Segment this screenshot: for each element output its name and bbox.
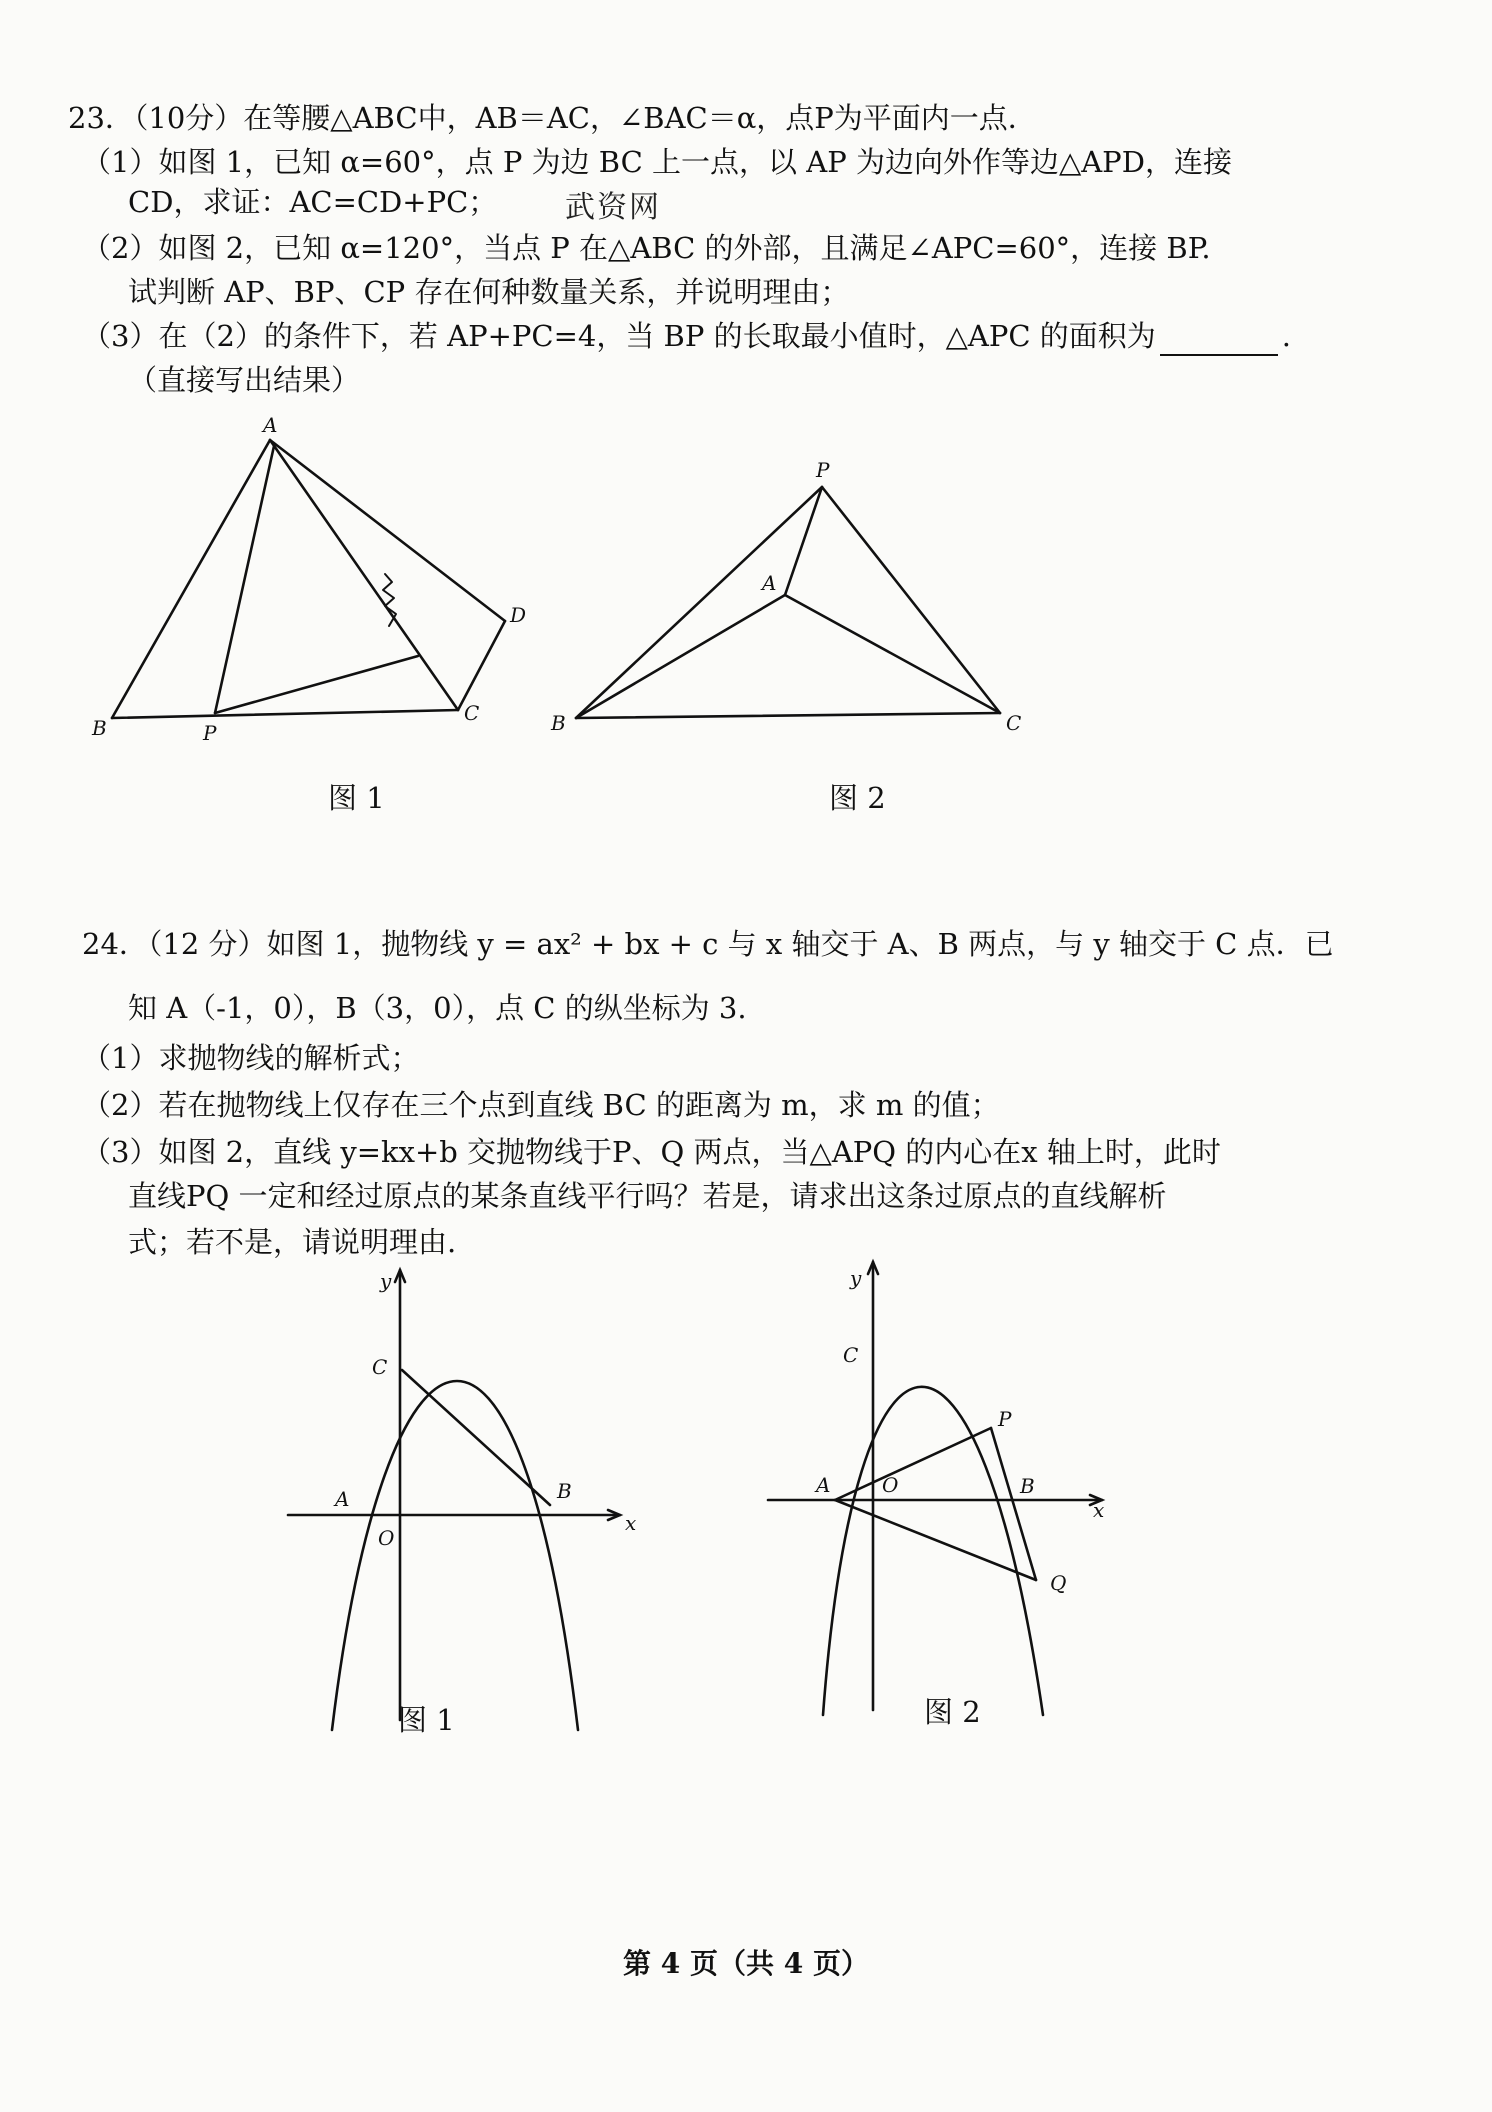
- q23-part3-text: （3）在（2）的条件下，若 AP+PC=4，当 BP 的长取最小值时，△APC 的面积为: [82, 319, 1156, 353]
- segment-cb: [402, 1370, 550, 1505]
- q23-part2-line2: 试判断 AP、BP、CP 存在何种数量关系，并说明理由；: [128, 275, 850, 309]
- label-o: O: [378, 1526, 395, 1550]
- q24-figure-2-caption: 图 2: [924, 1695, 981, 1729]
- label-p: P: [203, 721, 217, 745]
- label-q: Q: [1050, 1571, 1067, 1595]
- label-x: x: [1093, 1498, 1105, 1522]
- segment-ab: [576, 595, 785, 718]
- label-a: A: [816, 1473, 831, 1497]
- label-p: P: [998, 1407, 1012, 1431]
- segment-bc: [112, 710, 458, 718]
- segment-ac: [785, 595, 1000, 713]
- label-a: A: [762, 571, 777, 595]
- label-x: x: [625, 1511, 637, 1535]
- q23-part3-period: .: [1281, 319, 1291, 353]
- label-c: C: [843, 1343, 859, 1367]
- segment-bc: [576, 713, 1000, 718]
- q24-figure-1-caption: 图 1: [398, 1703, 455, 1737]
- label-c: C: [1006, 711, 1022, 735]
- segment-ab: [112, 440, 270, 718]
- label-y: y: [380, 1269, 392, 1293]
- q24-part1: （1）求抛物线的解析式；: [82, 1041, 420, 1075]
- label-o: O: [882, 1473, 899, 1497]
- label-a: A: [263, 413, 278, 437]
- q23-part2-line1: （2）如图 2，已知 α=120°，当点 P 在△ABC 的外部，且满足∠APC=60°，连接 BP.: [82, 231, 1211, 265]
- q23-part1-line1: （1）如图 1，已知 α=60°，点 P 为边 BC 上一点，以 AP 为边向外作等边△APD，连接: [82, 145, 1232, 179]
- segment-cd: [458, 621, 505, 710]
- label-c: C: [372, 1355, 388, 1379]
- q24-part3-line3: 式；若不是，请说明理由.: [128, 1225, 457, 1259]
- segment-pb: [576, 487, 822, 718]
- segment-ad: [270, 440, 505, 621]
- q24-part2: （2）若在抛物线上仅存在三个点到直线 BC 的距离为 m，求 m 的值；: [82, 1088, 1000, 1122]
- label-p: P: [816, 458, 830, 482]
- segment-pq: [991, 1428, 1036, 1580]
- y-axis-arrow: [395, 1270, 405, 1282]
- label-c: C: [464, 701, 480, 725]
- x-axis-arrow: [1090, 1495, 1102, 1505]
- q24-part3-line1: （3）如图 2，直线 y=kx+b 交抛物线于P、Q 两点，当△APQ 的内心在x 轴上时，此时: [82, 1135, 1221, 1169]
- label-b: B: [557, 1479, 572, 1503]
- label-b: B: [92, 716, 107, 740]
- q23-part3-line2: （直接写出结果）: [128, 363, 361, 397]
- segment-ac: [270, 440, 458, 710]
- label-y: y: [850, 1266, 862, 1290]
- segment-ap: [215, 446, 274, 713]
- parabola: [332, 1381, 578, 1730]
- page-footer: 第 4 页（共 4 页）: [623, 1947, 869, 1980]
- x-axis-arrow: [608, 1510, 620, 1520]
- q23-figure-2-caption: 图 2: [829, 781, 886, 815]
- q24-stem-line2: 知 A（-1，0），B（3，0），点 C 的纵坐标为 3.: [128, 991, 747, 1025]
- q23-stem: 23．（10分）在等腰△ABC中，AB＝AC，∠BAC＝α，点P为平面内一点．: [68, 101, 1037, 135]
- segment-pd: [215, 656, 418, 713]
- answer-blank: [1160, 326, 1278, 356]
- y-axis-arrow: [868, 1262, 878, 1274]
- parabola: [823, 1387, 1043, 1715]
- q23-figure-1-caption: 图 1: [328, 781, 385, 815]
- q23-part3-line1: [82, 316, 1291, 356]
- segment-aq: [835, 1500, 1036, 1580]
- label-b: B: [551, 711, 566, 735]
- q24-stem-line1: 24．（12 分）如图 1，抛物线 y = ax² + bx + c 与 x 轴交于 A、B 两点，与 y 轴交于 C 点．已: [82, 927, 1334, 961]
- q24-part3-line2: 直线PQ 一定和经过原点的某条直线平行吗？若是，请求出这条过原点的直线解析: [128, 1179, 1167, 1213]
- label-b: B: [1020, 1474, 1035, 1498]
- label-d: D: [510, 603, 527, 627]
- segment-pa: [785, 487, 822, 595]
- segment-ap: [835, 1428, 991, 1500]
- segment-pc: [822, 487, 1000, 713]
- q23-part1-line2: CD，求证：AC=CD+PC；: [128, 185, 498, 219]
- watermark-stamp: 武资网: [565, 190, 661, 225]
- label-a: A: [335, 1487, 350, 1511]
- squiggle-mark: [383, 574, 396, 626]
